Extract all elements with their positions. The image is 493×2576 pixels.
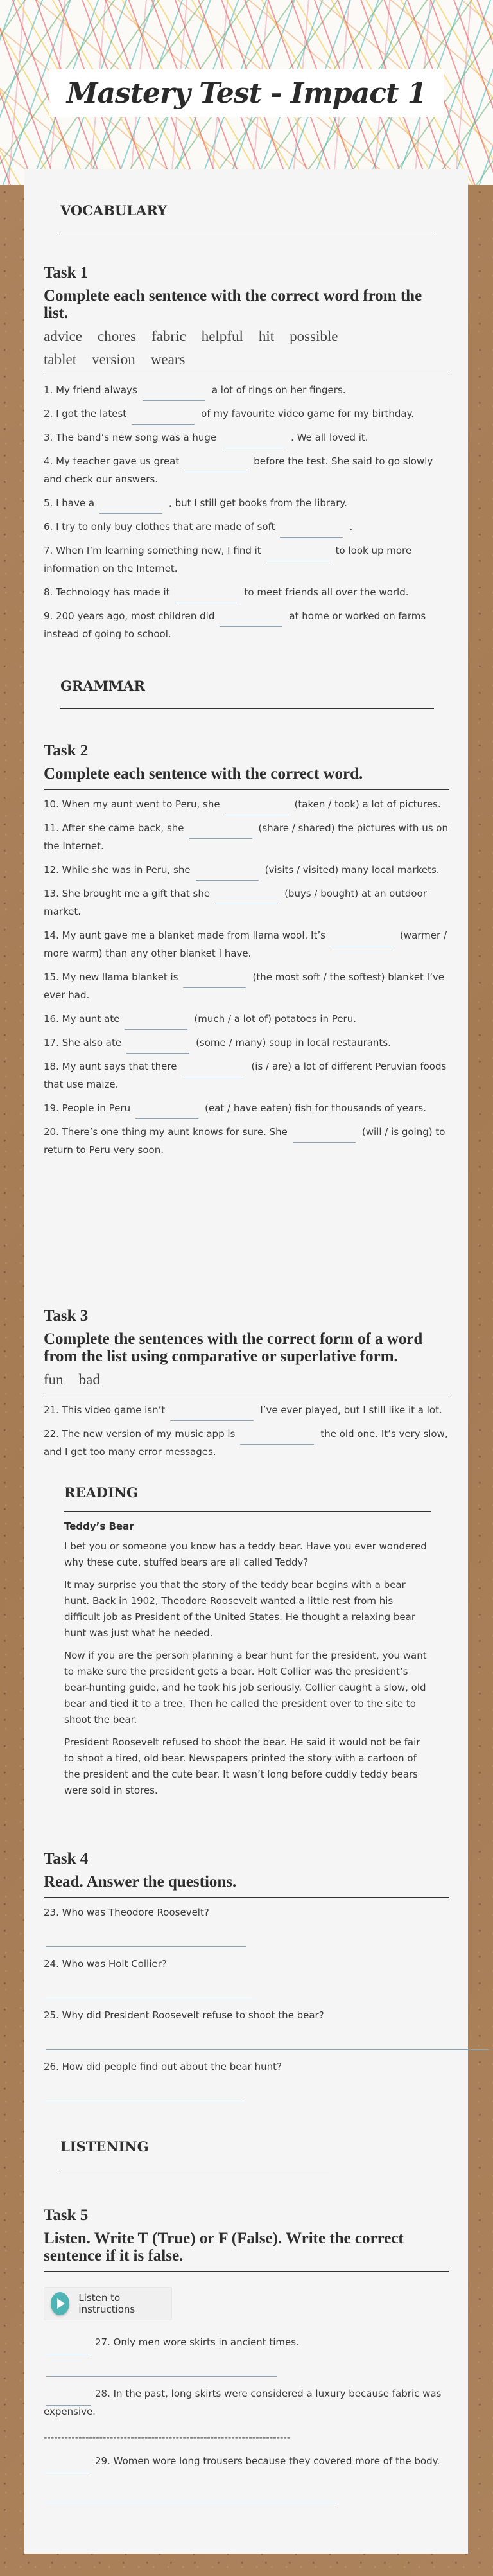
question-15 — [44, 968, 449, 1004]
task-2 — [44, 742, 449, 1159]
answer-input[interactable] — [189, 826, 252, 839]
question-12 — [44, 861, 449, 879]
question-17 — [44, 1034, 449, 1052]
word: advice — [44, 328, 83, 344]
question-text: 2. I got the latest — [44, 408, 127, 419]
task-label: Task 3 — [44, 1307, 89, 1325]
question-text: 17. She also ate — [44, 1037, 122, 1048]
question-text: . — [349, 521, 353, 533]
task-instruction: Read. Answer the questions. — [44, 1873, 237, 1891]
word: fabric — [151, 328, 186, 344]
answer-input[interactable] — [196, 868, 259, 881]
word: tablet — [44, 351, 77, 367]
question-text: (much / a lot of) potatoes in Peru. — [194, 1013, 356, 1025]
question-6 — [44, 518, 449, 536]
question-text: 16. My aunt ate — [44, 1013, 120, 1025]
question-text: 11. After she came back, she — [44, 822, 184, 834]
story-paragraph: Now if you are the person planning a bear hunt for the president, you want to make sure the president gets a bear. Holt Collier was the president’s bear-hunting guide, and he took his job seriously. Collier caught a slow, old bear and tied it to a tree. Then he called the president over to the site to shoot the bear. — [64, 1650, 427, 1725]
story-paragraph: I bet you or someone you know has a teddy bear. Have you ever wondered why these cute, stuffed bears are all called Teddy? — [64, 1540, 427, 1568]
question-text: 5. I have a — [44, 497, 95, 509]
question-28 — [44, 2385, 449, 2421]
task-label: Task 5 — [44, 2207, 89, 2224]
answer-input[interactable] — [182, 1064, 245, 1077]
question-text: to look up more information on the Internet. — [44, 545, 412, 574]
story-title: Teddy’s Bear — [64, 1521, 134, 1532]
story-paragraph: It may surprise you that the story of the teddy bear begins with a bear hunt. Back in 1902, Theodore Roosevelt wanted a little rest from his difficult job as President of the United States. He thought a relaxing bear hunt was just what he needed. — [64, 1579, 415, 1639]
answer-input[interactable] — [221, 436, 284, 448]
question-8 — [44, 583, 449, 601]
task-label: Task 1 — [44, 264, 89, 281]
answer-input[interactable] — [293, 1130, 356, 1143]
question-text: 27. Only men wore skirts in ancient times. — [95, 2336, 299, 2348]
divider — [44, 2271, 449, 2272]
answer-input[interactable] — [126, 1041, 189, 1054]
answer-input[interactable] — [99, 501, 162, 514]
question-text: 3. The band’s new song was a huge — [44, 432, 217, 443]
question-7 — [44, 542, 449, 578]
question-11 — [44, 819, 449, 855]
answer-input[interactable] — [170, 1408, 254, 1421]
answer-input[interactable] — [220, 614, 282, 627]
answer-input[interactable] — [175, 590, 238, 603]
question-text: (eat / have eaten) fish for thousands of years. — [205, 1102, 426, 1114]
question-24: 24. Who was Holt Collier? — [44, 1958, 167, 1970]
answer-input[interactable] — [125, 1017, 187, 1030]
question-text: (visits / visited) many local markets. — [264, 864, 440, 876]
question-text: 6. I try to only buy clothes that are made of soft — [44, 521, 275, 533]
word-list — [44, 328, 339, 368]
word: bad — [78, 1372, 100, 1388]
question-25: 25. Why did President Roosevelt refuse to shoot the bear? — [44, 2009, 324, 2021]
question-29 — [44, 2452, 449, 2470]
task-instruction: Complete the sentences with the correct form of a word from the list using comparative or superlative form. — [44, 1330, 423, 1365]
question-13 — [44, 885, 449, 921]
question-text: 15. My new llama blanket is — [44, 971, 178, 983]
question-9 — [44, 607, 449, 643]
question-text: , but I still get books from the library. — [169, 497, 347, 509]
task-instruction: Complete each sentence with the correct word from the list. — [44, 287, 422, 322]
question-text: 14. My aunt gave me a blanket made from llama wool. It’s — [44, 930, 325, 941]
word: hit — [258, 328, 275, 344]
header-banner — [0, 0, 493, 185]
question-text: (some / many) soup in local restaurants. — [196, 1037, 391, 1048]
question-text: 8. Technology has made it — [44, 587, 170, 598]
answer-input[interactable] — [46, 2087, 243, 2101]
answer-input[interactable] — [266, 549, 329, 561]
question-text: 20. There’s one thing my aunt knows for sure. She — [44, 1126, 288, 1138]
section-listening: LISTENING — [60, 2139, 329, 2169]
question-1 — [44, 381, 449, 399]
reading-section — [64, 1485, 431, 1799]
question-4 — [44, 452, 449, 488]
story-paragraph: President Roosevelt refused to shoot the bear. He said it would not be fair to shoot a tired, old bear. Newspapers printed the story with a cartoon of the president and the cute bear. It wasn’t long before cuddly teddy bears were sold in stores. — [64, 1736, 420, 1796]
question-text: 18. My aunt says that there — [44, 1061, 177, 1072]
answer-input[interactable] — [143, 388, 205, 401]
question-text: before the test. She said to go slowly and check our answers. — [44, 455, 433, 485]
question-22 — [44, 1425, 449, 1461]
question-text: 4. My teacher gave us great — [44, 455, 180, 467]
question-16 — [44, 1010, 449, 1028]
answer-input[interactable] — [183, 975, 246, 988]
question-21 — [44, 1401, 449, 1419]
question-text: 21. This video game isn’t — [44, 1404, 166, 1416]
word: fun — [44, 1372, 64, 1388]
question-3 — [44, 428, 449, 446]
answer-input[interactable] — [184, 459, 247, 472]
question-text: 1. My friend always — [44, 384, 137, 396]
correction-input[interactable] — [46, 2363, 277, 2377]
question-text: 13. She brought me a gift that she — [44, 888, 211, 899]
word: possible — [290, 328, 338, 344]
question-text: at home or worked on farms instead of going to school. — [44, 610, 426, 640]
task-1 — [44, 264, 449, 643]
answer-input[interactable] — [240, 1432, 314, 1445]
section-vocabulary: VOCABULARY — [60, 202, 434, 233]
answer-input[interactable] — [46, 1933, 246, 1947]
question-text: the old one. It’s very slow, and I get too many error messages. — [44, 1428, 448, 1458]
tf-input[interactable] — [46, 2460, 91, 2473]
task-label: Task 4 — [44, 1850, 89, 1867]
word: version — [92, 351, 135, 367]
question-26: 26. How did people find out about the bear hunt? — [44, 2061, 282, 2072]
correction-dashes[interactable]: ----------------------------------------------------------------------- — [44, 2431, 291, 2443]
question-text: (warmer / more warm) than any other blanket I have. — [44, 930, 447, 959]
section-reading: READING — [64, 1485, 431, 1512]
task-instruction: Complete each sentence with the correct word. — [44, 765, 363, 782]
word: helpful — [201, 328, 243, 344]
answer-input[interactable] — [46, 2036, 489, 2050]
question-text: to meet friends all over the world. — [244, 587, 409, 598]
question-2 — [44, 405, 449, 423]
answer-input[interactable] — [46, 1984, 252, 1998]
task-5 — [44, 2207, 449, 2511]
divider — [44, 789, 449, 790]
question-text: (buys / bought) at an outdoor market. — [44, 888, 427, 917]
question-text: (will / is going) to return to Peru very soon. — [44, 1126, 445, 1156]
question-19 — [44, 1099, 449, 1117]
word: wears — [150, 351, 186, 367]
question-5 — [44, 494, 449, 512]
question-14 — [44, 926, 449, 962]
play-icon — [51, 2292, 69, 2315]
question-18 — [44, 1057, 449, 1093]
question-10 — [44, 795, 449, 813]
question-text: I’ve ever played, but I still like it a lot. — [260, 1404, 442, 1416]
question-text: (share / shared) the pictures with us on the Internet. — [44, 822, 448, 852]
question-text: 12. While she was in Peru, she — [44, 864, 191, 876]
question-text: 7. When I’m learning something new, I find it — [44, 545, 261, 556]
task-4 — [44, 1850, 449, 2109]
answer-input[interactable] — [132, 412, 195, 425]
answer-input[interactable] — [331, 933, 394, 946]
question-text: 19. People in Peru — [44, 1102, 131, 1114]
question-text: 22. The new version of my music app is — [44, 1428, 236, 1440]
page-title: Mastery Test - Impact 1 — [66, 76, 427, 110]
task-instruction: Listen. Write T (True) or F (False). Write the correct sentence if it is false. — [44, 2230, 404, 2264]
answer-input[interactable] — [135, 1106, 198, 1119]
answer-input[interactable] — [225, 802, 288, 815]
question-27 — [44, 2333, 449, 2351]
question-text: . We all loved it. — [291, 432, 368, 443]
question-text: 29. Women wore long trousers because they covered more of the body. — [95, 2455, 440, 2467]
question-23: 23. Who was Theodore Roosevelt? — [44, 1907, 209, 1918]
listen-button[interactable] — [44, 2287, 172, 2320]
question-text: 9. 200 years ago, most children did — [44, 610, 215, 622]
divider — [44, 1897, 449, 1898]
question-text: (taken / took) a lot of pictures. — [294, 798, 441, 810]
question-text: a lot of rings on her fingers. — [211, 384, 346, 396]
word: chores — [98, 328, 137, 344]
question-text: (is / are) a lot of different Peruvian foods that use maize. — [44, 1061, 447, 1090]
question-text: of my favourite video game for my birthday. — [201, 408, 415, 419]
question-20 — [44, 1123, 449, 1159]
task-3 — [44, 1307, 449, 1461]
title-box — [49, 69, 444, 117]
question-text: 28. In the past, long skirts were considered a luxury because fabric was expensive. — [44, 2388, 442, 2417]
question-text: 10. When my aunt went to Peru, she — [44, 798, 220, 810]
section-grammar: GRAMMAR — [60, 678, 434, 709]
correction-input[interactable] — [46, 2489, 335, 2503]
tf-input[interactable] — [46, 2342, 91, 2354]
tf-input[interactable] — [46, 2393, 91, 2406]
listen-label: Listen to instructions — [78, 2292, 135, 2315]
test-card — [24, 169, 468, 2554]
question-text: (the most soft / the softest) blanket I’ve ever had. — [44, 971, 444, 1001]
word-list — [44, 1372, 339, 1388]
answer-input[interactable] — [215, 892, 278, 904]
answer-input[interactable] — [280, 525, 343, 538]
task-label: Task 2 — [44, 742, 89, 759]
